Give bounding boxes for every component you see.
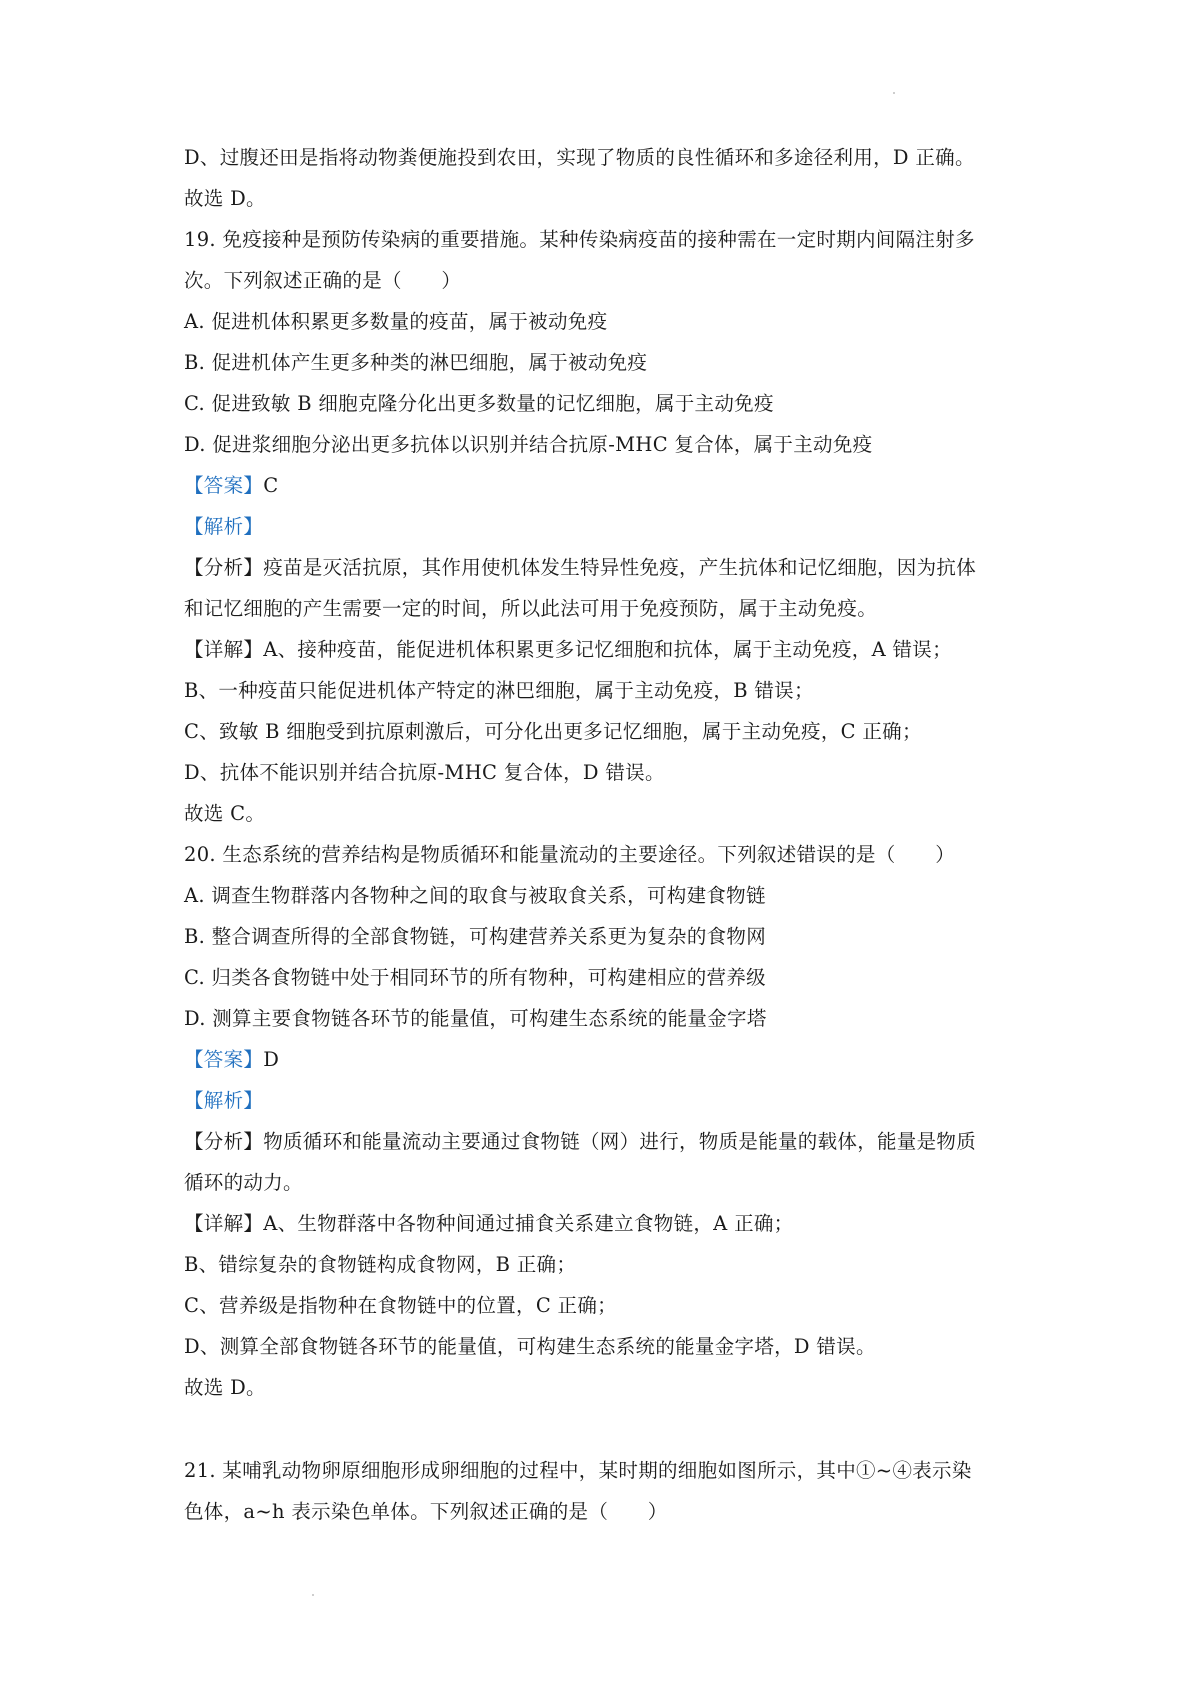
conclusion-20: 故选 D。: [184, 1376, 266, 1399]
question-20-option-d: D. 测算主要食物链各环节的能量值，可构建生态系统的能量金字塔: [184, 1007, 767, 1030]
question-19-option-d: D. 促进浆细胞分泌出更多抗体以识别并结合抗原-MHC 复合体，属于主动免疫: [184, 433, 873, 456]
detail-20-line-2: B、错综复杂的食物链构成食物网，B 正确；: [184, 1253, 577, 1276]
answer-20: 【答案】D: [184, 1048, 280, 1071]
scan-mark-top: [893, 92, 895, 94]
scan-mark-bottom: [312, 1594, 314, 1596]
detail-19-line-1: 【详解】A、接种疫苗，能促进机体积累更多记忆细胞和抗体，属于主动免疫，A 错误；: [184, 638, 952, 661]
line-1: D、过腹还田是指将动物粪便施投到农田，实现了物质的良性循环和多途径利用，D 正确。: [184, 146, 975, 169]
detail-19-line-3: C、致敏 B 细胞受到抗原刺激后，可分化出更多记忆细胞，属于主动免疫，C 正确；: [184, 720, 922, 743]
detail-20-line-4: D、测算全部食物链各环节的能量值，可构建生态系统的能量金字塔，D 错误。: [184, 1335, 876, 1358]
question-20-option-a: A. 调查生物群落内各物种之间的取食与被取食关系，可构建食物链: [184, 884, 766, 907]
detail-19-line-2: B、一种疫苗只能促进机体产特定的淋巴细胞，属于主动免疫，B 错误；: [184, 679, 814, 702]
question-21-stem-cont: 色体，a~h 表示染色单体。下列叙述正确的是（ ）: [184, 1500, 668, 1523]
analysis-label: 【解析】: [184, 515, 264, 538]
analysis-20-heading: [184, 1087, 1044, 1115]
line-2: 故选 D。: [184, 187, 266, 210]
answer-label: 【答案】: [184, 474, 264, 497]
conclusion-19: 故选 C。: [184, 802, 266, 825]
detail-20-line-3: C、营养级是指物种在食物链中的位置，C 正确；: [184, 1294, 617, 1317]
detail-19-line-4: D、抗体不能识别并结合抗原-MHC 复合体，D 错误。: [184, 761, 665, 784]
question-20-option-c: C. 归类各食物链中处于相同环节的所有物种，可构建相应的营养级: [184, 966, 766, 989]
question-21-stem: 21. 某哺乳动物卵原细胞形成卵细胞的过程中，某时期的细胞如图所示，其中①~④表示染: [184, 1459, 972, 1482]
analysis-19-heading: [184, 513, 1044, 541]
question-19-option-c: C. 促进致敏 B 细胞克隆分化出更多数量的记忆细胞，属于主动免疫: [184, 392, 774, 415]
question-20-stem: 20. 生态系统的营养结构是物质循环和能量流动的主要途径。下列叙述错误的是（ ）: [184, 843, 956, 866]
detail-20-line-1: 【详解】A、生物群落中各物种间通过捕食关系建立食物链，A 正确；: [184, 1212, 794, 1235]
question-19-option-b: B. 促进机体产生更多种类的淋巴细胞，属于被动免疫: [184, 351, 648, 374]
question-20-option-b: B. 整合调查所得的全部食物链，可构建营养关系更为复杂的食物网: [184, 925, 767, 948]
answer-label: 【答案】: [184, 1048, 264, 1071]
analysis-19-line-2: 和记忆细胞的产生需要一定的时间，所以此法可用于免疫预防，属于主动免疫。: [184, 597, 878, 620]
question-19-option-a: A. 促进机体积累更多数量的疫苗，属于被动免疫: [184, 310, 608, 333]
analysis-19-line-1: 【分析】疫苗是灭活抗原，其作用使机体发生特异性免疫，产生抗体和记忆细胞，因为抗体: [184, 556, 977, 579]
analysis-label: 【解析】: [184, 1089, 264, 1112]
answer-19: 【答案】C: [184, 474, 279, 497]
analysis-20-line-2: 循环的动力。: [184, 1171, 303, 1194]
question-19-stem-cont: 次。下列叙述正确的是（ ）: [184, 269, 462, 292]
analysis-20-line-1: 【分析】物质循环和能量流动主要通过食物链（网）进行，物质是能量的载体，能量是物质: [184, 1130, 977, 1153]
question-19-stem: 19. 免疫接种是预防传染病的重要措施。某种传染病疫苗的接种需在一定时期内间隔注射多: [184, 228, 975, 251]
